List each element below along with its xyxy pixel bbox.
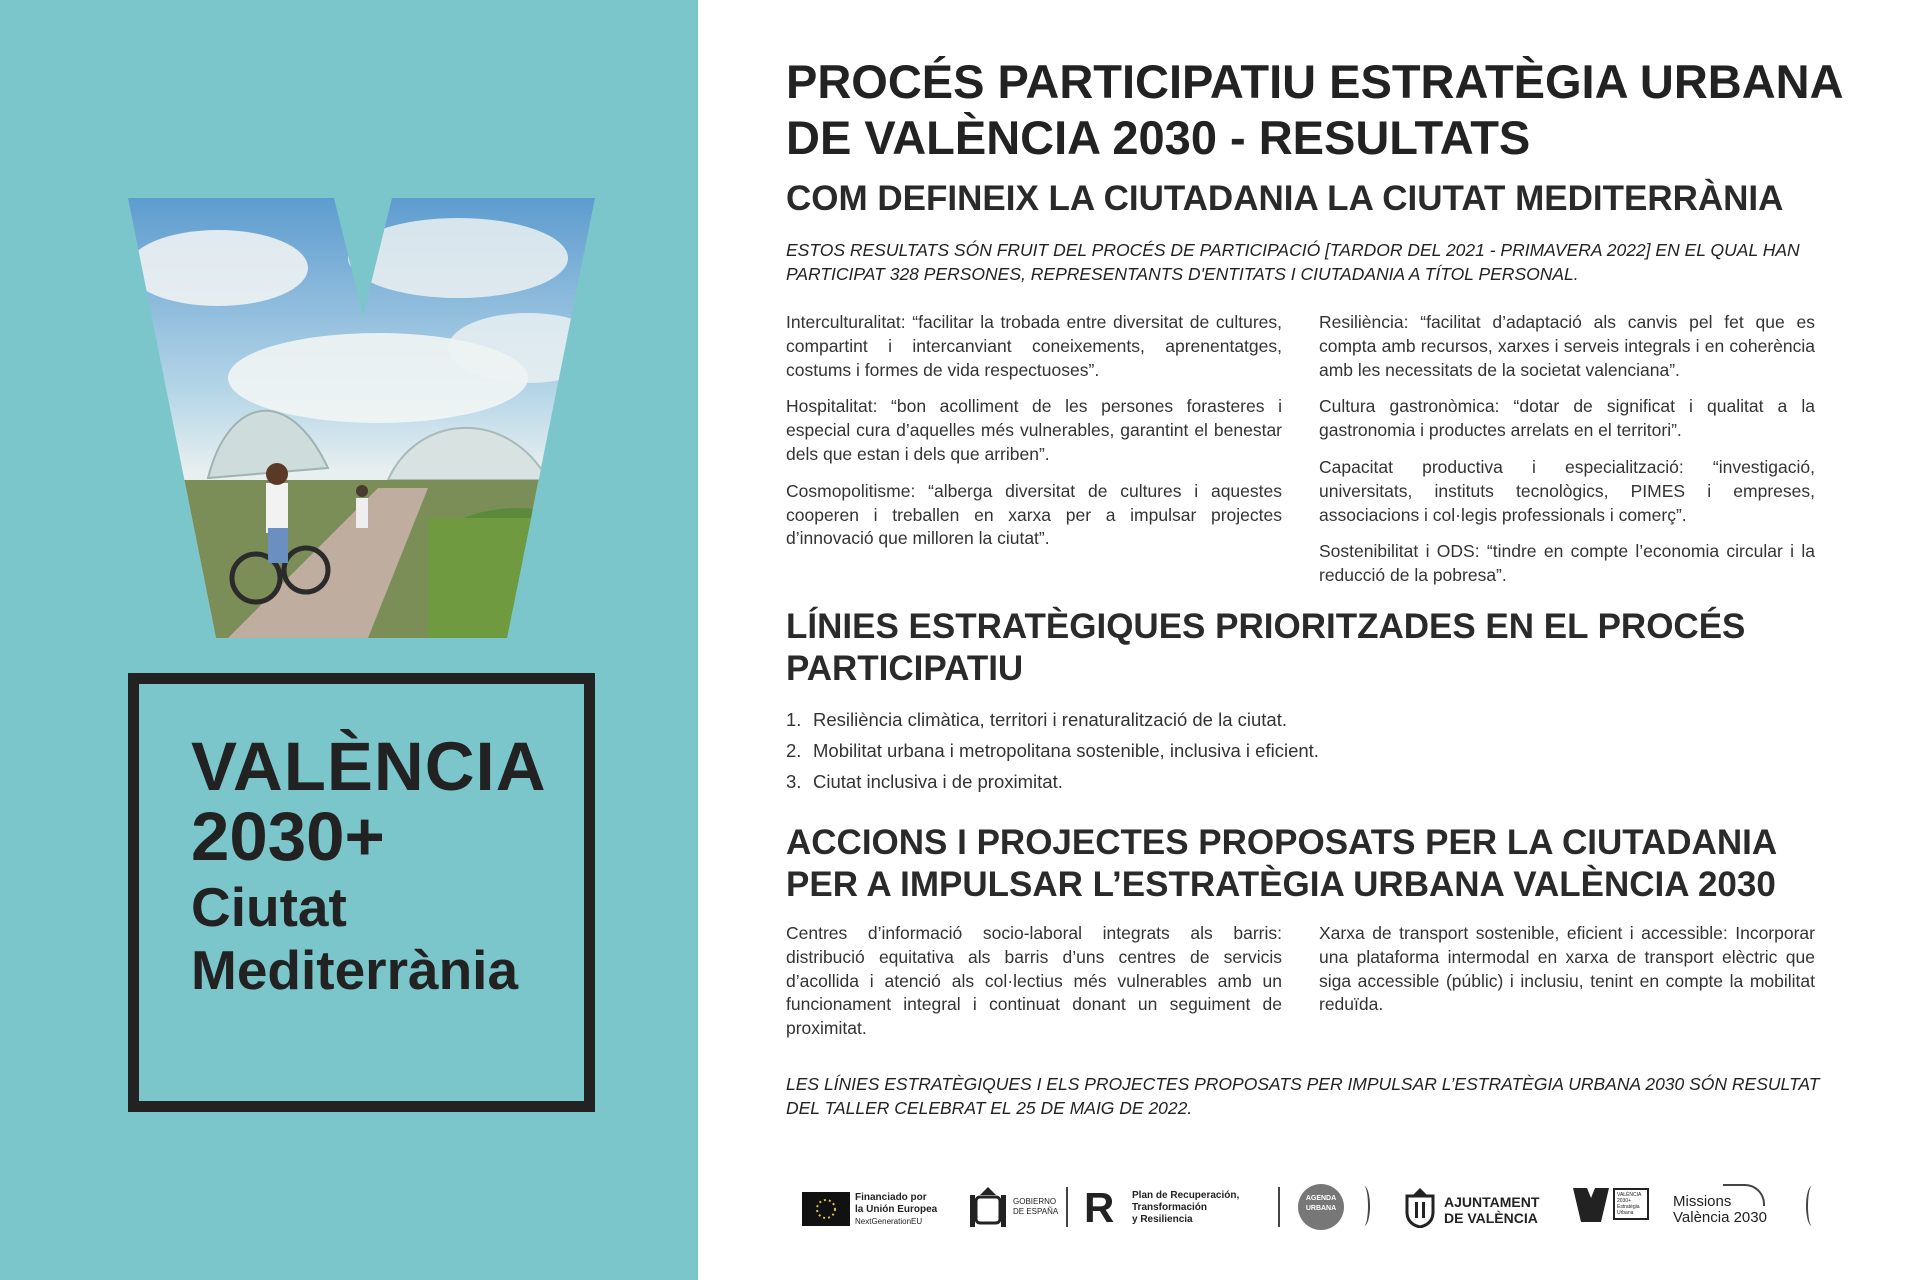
logo-line-ciutat: Ciutat xyxy=(191,876,347,938)
strategic-lines-list xyxy=(786,704,1686,797)
footer-note: LES LÍNIES ESTRATÈGIQUES I ELS PROJECTES PROPOSATS PER IMPULSAR L’ESTRATÈGIA URBANA 2030 SÓN RESULTAT DEL TALLER CELEBRAT EL 25 DE MAIG DE 2022. xyxy=(786,1074,1820,1118)
definition-interculturalitat: Interculturalitat: “facilitar la trobada entre diversitat de cultures, compartint i intercanviant coneixements, aprenentatges, costums i formes de vida respectuoses”. xyxy=(786,312,1282,380)
definition-cosmopolitisme: Cosmopolitisme: “alberga diversitat de cultures i aquestes cooperen i treballen en xarxa per a impulsar projectes d’innovació que milloren la ciutat”. xyxy=(786,480,1282,549)
valencia-2030-v-icon xyxy=(1573,1188,1609,1227)
logo-line-valencia: VALÈNCIA xyxy=(191,728,547,805)
definition-cultura-gastronomica: Cultura gastronòmica: “dotar de significat i qualitat a la gastronomia i productes arrelats en el territori”. xyxy=(1319,396,1815,441)
logo-line-2030: 2030+ xyxy=(191,798,385,875)
list-item: 1. Resiliència climàtica, territori i renaturalització de la ciutat. xyxy=(786,709,1287,730)
valencia-2030-mini-logo: VALÈNCIA 2030+ Estratègia Urbana xyxy=(1613,1188,1649,1220)
spain-coat-of-arms-icon xyxy=(968,1187,1008,1238)
page-title: PROCÉS PARTICIPATIU ESTRATÈGIA URBANA DE VALÈNCIA 2030 - RESULTATS xyxy=(786,55,1842,164)
definition-capacitat-productiva: Capacitat productiva i especialització: “investigació, universitats, instituts tecnològics, PIMES i empreses, associacions i col·legis professionals i comerç”. xyxy=(1319,456,1815,525)
definitions-column-right xyxy=(1319,311,1815,601)
section-title-lines: LÍNIES ESTRATÈGIQUES PRIORITZADES EN EL PROCÉS PARTICIPATIU xyxy=(786,607,1746,688)
logo-bracket xyxy=(1806,1186,1818,1226)
missions-valencia-text: Missions València 2030 xyxy=(1673,1193,1767,1226)
gobierno-text: GOBIERNO DE ESPAÑA xyxy=(1013,1197,1059,1216)
definition-resiliencia: Resiliència: “facilitat d’adaptació als canvis pel fet que es compta amb recursos, xarxes i serveis integrals i en coherència amb les necessitats de la societat valenciana”. xyxy=(1319,312,1815,380)
sponsor-logos-bar xyxy=(798,1172,1818,1242)
section-title-actions: ACCIONS I PROJECTES PROPOSATS PER LA CIUTADANIA PER A IMPULSAR L’ESTRATÈGIA URBANA VALÈNCIA 2030 xyxy=(786,823,1776,904)
logo-divider xyxy=(1066,1187,1068,1227)
definition-hospitalitat: Hospitalitat: “bon acolliment de les persones forasteres i especial cura d’aquelles més vulnerables, garantint el benestar dels que estan i dels que arriben”. xyxy=(786,396,1282,464)
valencia-2030-logo xyxy=(128,673,595,1112)
action-xarxa-transport: Xarxa de transport sostenible, eficient i accessible: Incorporar una plataforma intermodal en xarxa de transport elèctric que siga accessible (públic) i inclusiu, tenint en compte la mobilitat reduïda. xyxy=(1319,923,1815,1015)
logo-bracket xyxy=(1358,1186,1370,1226)
intro-note: ESTOS RESULTATS SÓN FRUIT DEL PROCÉS DE PARTICIPACIÓ [TARDOR DEL 2021 - PRIMAVERA 2022] EN EL QUAL HAN PARTICIPAT 328 PERSONES, REPRESENTANTS D'ENTITATS I CIUTADANIA A TÍTOL PERSONAL. xyxy=(786,240,1800,284)
valencia-coat-of-arms-icon xyxy=(1403,1186,1437,1233)
logo-divider xyxy=(1278,1187,1280,1227)
content-panel xyxy=(786,0,1846,1280)
missions-arc-icon xyxy=(1723,1184,1765,1206)
ajuntament-valencia-text: AJUNTAMENT DE VALÈNCIA xyxy=(1444,1194,1540,1226)
plan-recuperacion-icon: R xyxy=(1084,1184,1115,1231)
action-centres-informacio: Centres d’informació socio-laboral integrats als barris: distribució equitativa als barris d’uns centres de servicis d’acollida i atenció als col·lectius més vulnerables amb un funcionament integral i continuat donant un seguiment de proximitat. xyxy=(786,923,1282,1039)
eu-flag-icon xyxy=(802,1192,850,1226)
left-panel xyxy=(0,0,698,1280)
section-title-define: COM DEFINEIX LA CIUTADANIA LA CIUTAT MEDITERRÀNIA xyxy=(786,179,1784,218)
plan-recuperacion-text: Plan de Recuperación, Transformación y Resiliencia xyxy=(1132,1190,1240,1225)
list-item: 2. Mobilitat urbana i metropolitana sostenible, inclusiva i eficient. xyxy=(786,740,1319,761)
definition-sostenibilitat: Sostenibilitat i ODS: “tindre en compte l’economia circular i la reducció de la pobresa”. xyxy=(1319,541,1815,586)
logo-line-mediterrania: Mediterrània xyxy=(191,939,519,1001)
eu-funding-text: Financiado por la Unión Europea NextGenerationEU xyxy=(855,1192,938,1226)
agenda-urbana-logo: AGENDA URBANA xyxy=(1298,1184,1344,1230)
definitions-column-left xyxy=(786,311,1282,564)
list-item: 3. Ciutat inclusiva i de proximitat. xyxy=(786,771,1063,792)
v-shaped-photo xyxy=(128,198,595,638)
